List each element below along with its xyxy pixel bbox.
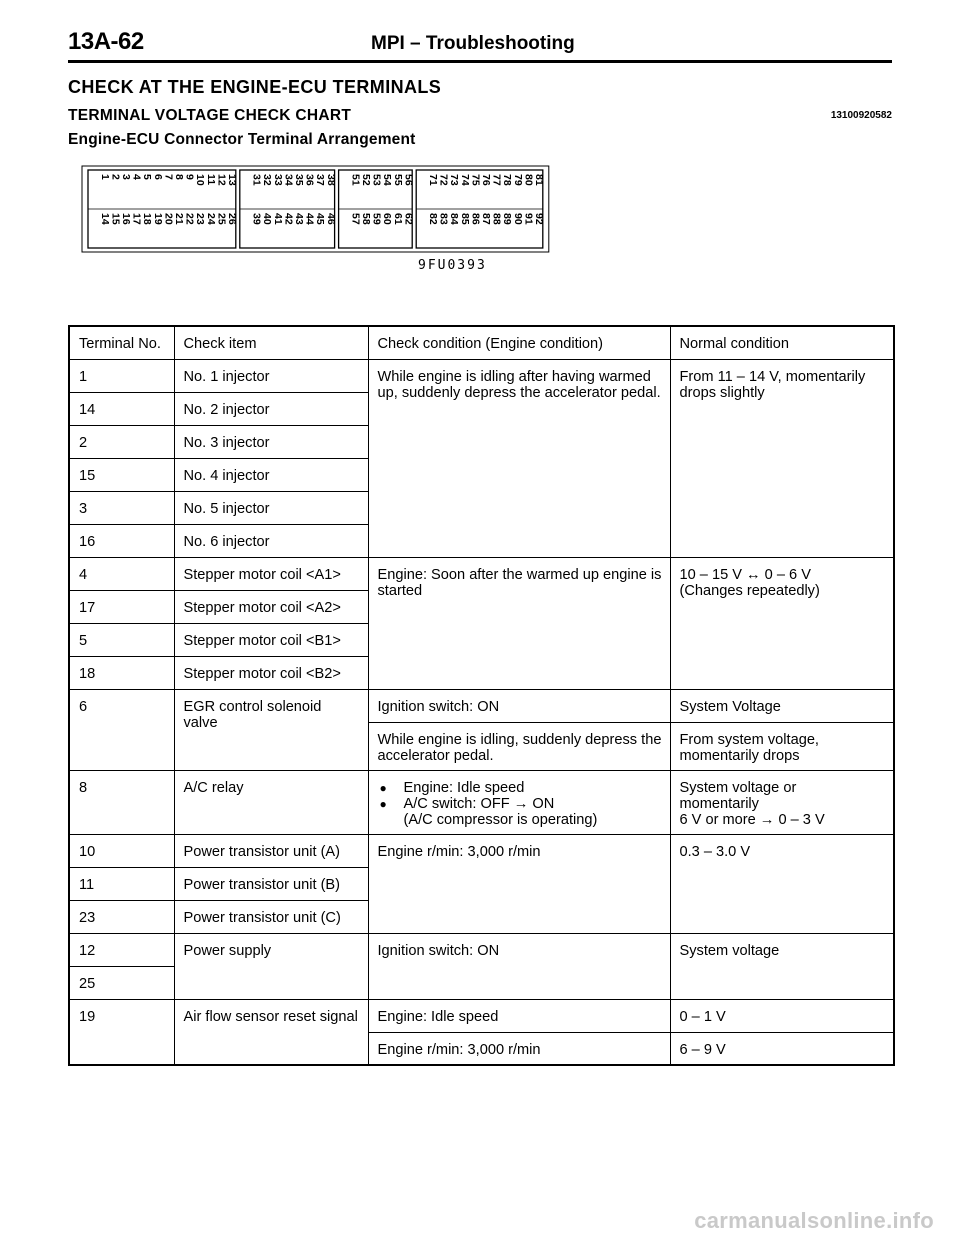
terminal-cell: 1 <box>69 359 174 392</box>
check-condition-cell: Engine r/min: 3,000 r/min <box>368 1032 670 1065</box>
check-item-cell: Power supply <box>174 933 368 999</box>
check-item-cell: No. 6 injector <box>174 524 368 557</box>
terminal-label: 82 <box>427 213 439 225</box>
check-item-cell: Power transistor unit (A) <box>174 834 368 867</box>
terminal-label: 23 <box>194 213 207 225</box>
check-condition-cell: Engine: Idle speed <box>368 999 670 1032</box>
check-item-cell: Air flow sensor reset signal <box>174 999 368 1065</box>
section-title: CHECK AT THE ENGINE-ECU TERMINALS <box>68 77 442 97</box>
terminal-label: 25 <box>215 213 228 225</box>
list-item: ● Engine: Idle speed <box>378 780 662 796</box>
terminal-label: 26 <box>226 213 238 225</box>
terminal-label: 79 <box>511 174 524 186</box>
terminal-label: 1 <box>98 174 111 180</box>
header-check-condition: Check condition (Engine condition) <box>368 326 670 359</box>
terminal-label: 54 <box>381 174 394 186</box>
terminal-label: 55 <box>391 174 404 186</box>
normal-condition-cell: System voltage <box>670 933 894 999</box>
terminal-cell: 23 <box>69 900 174 933</box>
terminal-label: 16 <box>120 213 132 225</box>
check-condition-cell: While engine is idling, suddenly depress the accelerator pedal. <box>368 722 670 770</box>
terminal-label: 56 <box>402 174 415 186</box>
check-item-cell: No. 5 injector <box>174 491 368 524</box>
terminal-label: 86 <box>469 213 482 225</box>
terminal-label: 11 <box>204 174 217 186</box>
terminal-label: 38 <box>324 174 337 186</box>
check-item-cell: No. 1 injector <box>174 359 368 392</box>
check-item-cell: No. 2 injector <box>174 392 368 425</box>
check-item-cell: EGR control solenoid valve <box>174 689 368 770</box>
terminal-label: 4 <box>130 174 143 180</box>
terminal-label: 88 <box>490 213 503 225</box>
check-item-cell: Power transistor unit (C) <box>174 900 368 933</box>
check-item-cell: Stepper motor coil <A2> <box>174 590 368 623</box>
terminal-label: 76 <box>480 174 492 186</box>
terminal-cell: 5 <box>69 623 174 656</box>
terminal-label: 22 <box>183 213 196 225</box>
terminal-label: 72 <box>437 174 450 186</box>
terminal-label: 32 <box>261 174 274 186</box>
terminal-label: 5 <box>141 174 154 180</box>
check-condition-cell: Engine: Soon after the warmed up engine is started <box>368 557 670 689</box>
terminal-label: 42 <box>282 213 295 225</box>
terminal-label: 71 <box>427 174 439 186</box>
terminal-label: 61 <box>391 213 404 225</box>
chart-title: TERMINAL VOLTAGE CHECK CHART <box>68 107 352 124</box>
normal-condition-cell: System Voltage <box>670 689 894 722</box>
normal-line: 6 V or more → 0 – 3 V <box>679 811 825 828</box>
terminal-cell: 18 <box>69 656 174 689</box>
terminal-cell: 12 <box>69 933 174 966</box>
terminal-label: 31 <box>250 174 263 186</box>
terminal-label: 57 <box>349 213 362 225</box>
table-row <box>69 557 894 590</box>
terminal-label: 3 <box>120 174 132 180</box>
terminal-label: 43 <box>293 213 305 225</box>
check-condition-cell: While engine is idling after having warmed up, suddenly depress the accelerator pedal. <box>368 359 670 557</box>
terminal-cell: 10 <box>69 834 174 867</box>
terminal-label: 34 <box>282 174 295 186</box>
connector-diagram <box>72 158 545 274</box>
check-condition-cell <box>368 770 670 834</box>
check-item-cell: Power transistor unit (B) <box>174 867 368 900</box>
check-item-cell: No. 3 injector <box>174 425 368 458</box>
terminal-cell: 3 <box>69 491 174 524</box>
table-row <box>69 359 894 392</box>
terminal-label: 53 <box>370 174 383 186</box>
list-item: ● A/C switch: OFF → ON <box>378 796 662 812</box>
terminal-label: 21 <box>173 213 185 225</box>
terminal-label: 85 <box>458 213 471 225</box>
normal-condition-cell: 0 – 1 V <box>670 999 894 1032</box>
table-row <box>69 933 894 966</box>
terminal-label: 45 <box>314 213 327 225</box>
doc-code: 13100920582 <box>830 110 892 121</box>
terminal-label: 80 <box>522 174 535 186</box>
sub-title: Engine-ECU Connector Terminal Arrangement <box>68 131 416 148</box>
terminal-label: 87 <box>480 213 492 225</box>
terminal-label: 9 <box>183 174 196 180</box>
normal-line: (Changes repeatedly) <box>679 582 820 599</box>
terminal-label: 13 <box>226 174 238 186</box>
terminal-voltage-table <box>68 325 895 1066</box>
terminal-label: 8 <box>173 174 185 180</box>
terminal-label: 35 <box>293 174 305 186</box>
terminal-label: 7 <box>162 174 175 180</box>
terminal-cell: 17 <box>69 590 174 623</box>
table-row <box>69 834 894 867</box>
condition-list <box>378 780 662 812</box>
condition-note: (A/C compressor is operating) <box>403 811 598 828</box>
terminal-label: 51 <box>349 174 362 186</box>
terminal-label: 81 <box>533 174 545 186</box>
check-item-cell: Stepper motor coil <B2> <box>174 656 368 689</box>
terminal-label: 17 <box>130 213 143 225</box>
normal-condition-cell: 6 – 9 V <box>670 1032 894 1065</box>
terminal-label: 83 <box>437 213 450 225</box>
terminal-label: 78 <box>501 174 514 186</box>
check-item-cell: Stepper motor coil <B1> <box>174 623 368 656</box>
normal-line: 10 – 15 V ↔ 0 – 6 V <box>679 566 811 583</box>
terminal-label: 91 <box>522 213 535 225</box>
check-condition-cell: Engine r/min: 3,000 r/min <box>368 834 670 933</box>
normal-condition-cell: 0.3 – 3.0 V <box>670 834 894 933</box>
check-condition-cell: Ignition switch: ON <box>368 689 670 722</box>
terminal-label: 46 <box>324 213 337 225</box>
table-header-row <box>69 326 894 359</box>
normal-condition-cell <box>670 557 894 689</box>
terminal-label: 58 <box>360 213 372 225</box>
terminal-label: 36 <box>303 174 316 186</box>
check-item-cell: Stepper motor coil <A1> <box>174 557 368 590</box>
terminal-label: 33 <box>271 174 284 186</box>
terminal-cell: 11 <box>69 867 174 900</box>
header-terminal-no: Terminal No. <box>69 326 174 359</box>
header-normal-condition: Normal condition <box>670 326 894 359</box>
terminal-label: 24 <box>204 213 217 225</box>
watermark: carmanualsonline.info <box>694 1208 934 1233</box>
terminal-label: 12 <box>215 174 228 186</box>
terminal-label: 20 <box>162 213 175 225</box>
normal-condition-cell <box>670 770 894 834</box>
normal-line: momentarily <box>679 795 759 812</box>
terminal-label: 92 <box>533 213 545 225</box>
terminal-label: 40 <box>261 213 274 225</box>
terminal-label: 44 <box>303 213 316 225</box>
check-item-cell: No. 4 injector <box>174 458 368 491</box>
terminal-label: 90 <box>511 213 524 225</box>
normal-condition-cell: From 11 – 14 V, momentarily drops slightly <box>670 359 894 557</box>
terminal-label: 39 <box>250 213 263 225</box>
terminal-label: 89 <box>501 213 514 225</box>
terminal-label: 60 <box>381 213 394 225</box>
terminal-label: 59 <box>370 213 383 225</box>
check-item-cell: A/C relay <box>174 770 368 834</box>
table-row <box>69 999 894 1032</box>
terminal-cell: 16 <box>69 524 174 557</box>
terminal-label: 18 <box>141 213 154 225</box>
terminal-label: 2 <box>109 174 122 180</box>
terminal-label: 52 <box>360 174 372 186</box>
terminal-cell: 6 <box>69 689 174 770</box>
terminal-cell: 8 <box>69 770 174 834</box>
normal-line: System voltage or <box>679 779 797 796</box>
terminal-label: 10 <box>194 174 207 186</box>
header-check-item: Check item <box>174 326 368 359</box>
terminal-cell: 2 <box>69 425 174 458</box>
check-condition-cell: Ignition switch: ON <box>368 933 670 999</box>
terminal-label: 77 <box>490 174 503 186</box>
terminal-cell: 4 <box>69 557 174 590</box>
terminal-cell: 15 <box>69 458 174 491</box>
figure-code: 9FU0393 <box>418 258 487 273</box>
terminal-cell: 25 <box>69 966 174 999</box>
page-number: 13A-62 <box>68 28 144 55</box>
terminal-label: 14 <box>98 213 111 225</box>
table-row <box>69 770 894 834</box>
terminal-cell: 19 <box>69 999 174 1065</box>
terminal-label: 37 <box>314 174 327 186</box>
terminal-label: 15 <box>109 213 122 225</box>
terminal-label: 62 <box>402 213 415 225</box>
terminal-label: 6 <box>151 174 164 180</box>
terminal-cell: 14 <box>69 392 174 425</box>
terminal-label: 41 <box>271 213 284 225</box>
terminal-label: 75 <box>469 174 482 186</box>
header-rule <box>68 60 892 63</box>
header-title: MPI – Troubleshooting <box>371 33 575 54</box>
terminal-label: 74 <box>458 174 471 186</box>
normal-condition-cell: From system voltage, momentarily drops <box>670 722 894 770</box>
terminal-label: 84 <box>448 213 461 225</box>
terminal-label: 73 <box>448 174 461 186</box>
table-row <box>69 689 894 722</box>
terminal-label: 19 <box>151 213 164 225</box>
